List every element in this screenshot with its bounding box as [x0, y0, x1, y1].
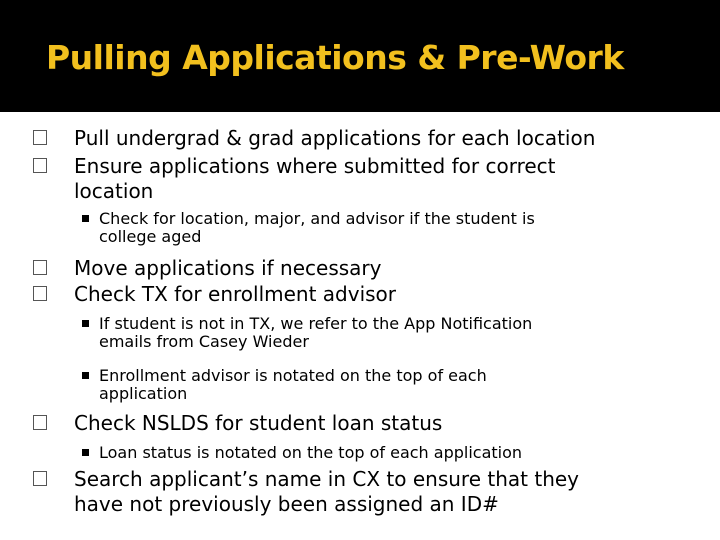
bullet-text: Search applicant’s name in CX to ensure that they — [74, 467, 580, 491]
sub-bullet-text: Enrollment advisor is notated on the top of each — [99, 366, 487, 385]
sub-bullet-text: If student is not in TX, we refer to the App Notification — [99, 314, 533, 333]
square-bullet-icon — [82, 320, 89, 327]
sub-bullet-text: Loan status is notated on the top of each application — [99, 443, 523, 462]
bullet-item — [52, 154, 692, 204]
bullet-item — [52, 126, 692, 151]
bullet-text-continued: have not previously been assigned an ID# — [74, 492, 499, 516]
slide-title: Pulling Applications & Pre-Work — [46, 38, 624, 77]
checkbox-icon — [33, 286, 47, 301]
bullet-item — [52, 467, 692, 517]
bullet-item — [52, 282, 692, 307]
square-bullet-icon — [82, 372, 89, 379]
square-bullet-icon — [82, 215, 89, 222]
bullet-text-continued: location — [74, 179, 154, 203]
checkbox-icon — [33, 471, 47, 486]
sub-bullet-item — [82, 367, 662, 403]
bullet-text: Check NSLDS for student loan status — [74, 411, 443, 435]
checkbox-icon — [33, 130, 47, 145]
bullet-item — [52, 411, 692, 436]
bullet-text: Move applications if necessary — [74, 256, 382, 280]
sub-bullet-item — [82, 315, 662, 351]
bullet-item — [52, 256, 692, 281]
bullet-text: Pull undergrad & grad applications for each location — [74, 126, 596, 150]
checkbox-icon — [33, 158, 47, 173]
checkbox-icon — [33, 415, 47, 430]
bullet-text: Check TX for enrollment advisor — [74, 282, 397, 306]
square-bullet-icon — [82, 449, 89, 456]
sub-bullet-text: Check for location, major, and advisor if the student is — [99, 209, 535, 228]
bullet-text: Ensure applications where submitted for correct — [74, 154, 556, 178]
sub-bullet-text-continued: emails from Casey Wieder — [99, 332, 309, 351]
sub-bullet-text-continued: application — [99, 384, 188, 403]
sub-bullet-text-continued: college aged — [99, 227, 202, 246]
sub-bullet-item — [82, 444, 662, 462]
sub-bullet-item — [82, 210, 662, 246]
checkbox-icon — [33, 260, 47, 275]
